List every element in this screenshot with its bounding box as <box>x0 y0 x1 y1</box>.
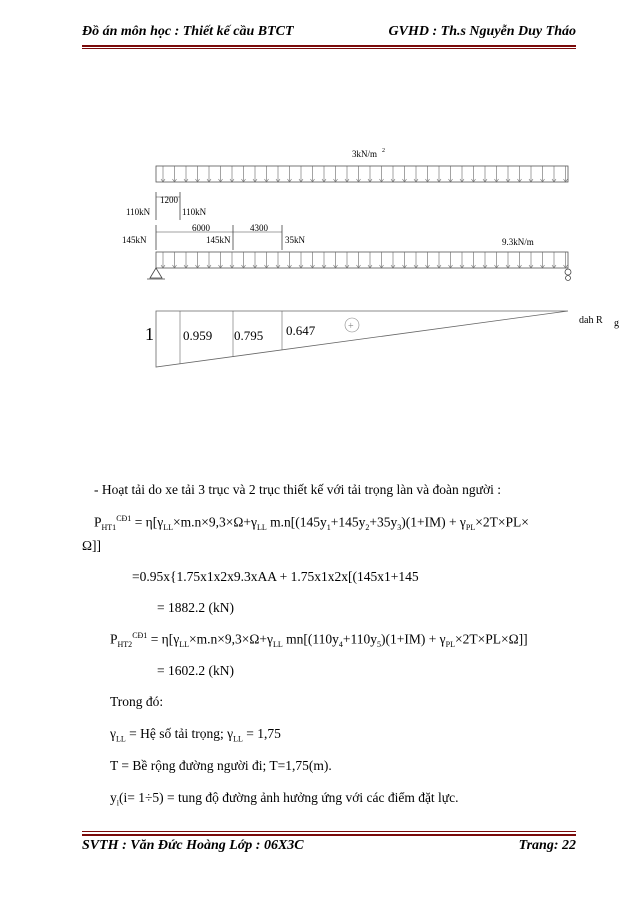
f2-g: ×2T×PL×Ω]] <box>455 631 528 647</box>
t-definition: T = Bề rộng đường người đi; T=1,75(m). <box>110 758 332 773</box>
g1-sub2: LL <box>233 734 243 744</box>
y-b: (i= 1÷5) = tung độ đường ảnh hưởng ứng với các điểm đặt lực. <box>118 790 459 805</box>
calc-line: =0.95x{1.75x1x2x9.3xAA + 1.75x1x2x[(145x1+145 <box>132 569 419 584</box>
dah-label-sub: g <box>614 318 619 329</box>
ordinate-2: 0.959 <box>183 328 213 343</box>
ordinate-4: 0.647 <box>286 323 316 338</box>
f2-ll1: LL <box>179 640 189 650</box>
f2-sup: CĐ1 <box>132 631 148 640</box>
dim-4300-label: 4300 <box>250 223 268 233</box>
pedestrian-load <box>156 148 568 182</box>
g1-a: γ <box>110 726 116 741</box>
lane-load-label: 9.3kN/m <box>502 237 534 247</box>
gamma-definition <box>110 726 281 744</box>
result-1: = 1882.2 (kN) <box>157 600 234 615</box>
f1-ll2: LL <box>256 523 267 533</box>
tandem-axle-1-label: 110kN <box>126 207 151 217</box>
footer-rule <box>82 834 576 836</box>
pin-support <box>147 268 165 279</box>
f1-ll1: LL <box>163 523 173 533</box>
f2-p: P <box>110 631 118 647</box>
f2-y5: 5 <box>376 640 381 650</box>
tandem-axles <box>126 192 207 220</box>
page-footer <box>82 838 576 854</box>
trong-do: Trong đó: <box>110 694 164 709</box>
f1-y1: 1 <box>326 523 331 533</box>
truck-axles <box>122 223 534 250</box>
header-instructor: GVHD : Th.s Nguyễn Duy Tháo <box>388 24 576 39</box>
positive-sign: + <box>348 321 354 332</box>
truck-axle-3-label: 35kN <box>285 235 305 245</box>
f2-e: +110y <box>342 631 377 647</box>
formula-pht1 <box>94 514 529 532</box>
header-course-title: Đồ án môn học : Thiết kế cầu BTCT <box>82 24 294 39</box>
formula-pht1-cont: Ω]] <box>82 538 102 553</box>
f1-pl: PL <box>465 523 476 533</box>
f2-ll2: LL <box>272 640 283 650</box>
y-a: y <box>110 790 117 805</box>
result-2: = 1602.2 (kN) <box>157 663 234 678</box>
ordinate-3: 0.795 <box>234 328 264 343</box>
pedestrian-load-sup: 2 <box>382 148 385 154</box>
footer-rule-thin <box>82 831 576 832</box>
dah-label: dah R <box>579 315 603 326</box>
g1-c: = 1,75 <box>242 726 281 741</box>
dim-6000-label: 6000 <box>192 223 210 233</box>
f1-y2: 2 <box>365 523 370 533</box>
f2-f: )(1+IM) + γ <box>380 631 446 647</box>
y-definition <box>110 790 459 808</box>
y-sub: i <box>116 798 119 808</box>
f2-sub: HT2 <box>117 640 133 650</box>
tandem-axle-2-label: 110kN <box>182 207 207 217</box>
f2-pl: PL <box>445 640 455 650</box>
g1-sub1: LL <box>115 734 126 744</box>
truck-axle-1-label: 145kN <box>122 235 147 245</box>
footer-student: SVTH : Văn Đức Hoàng Lớp : 06X3C <box>82 838 304 853</box>
f1-p: P <box>94 514 102 530</box>
f2-y4: 4 <box>338 640 343 650</box>
roller-support <box>565 269 571 281</box>
lane-load <box>156 252 568 268</box>
dim-1200-label: 1200 <box>160 195 178 205</box>
f1-sub: HT1 <box>101 523 117 533</box>
f2-d: mn[(110y <box>282 631 339 647</box>
f2-b: = η[γ <box>147 631 180 647</box>
truck-axle-2-label: 145kN <box>206 235 231 245</box>
intro-line: - Hoạt tải do xe tải 3 trục và 2 trục thiết kế với tải trọng làn và đoàn người : <box>94 482 501 497</box>
formula-pht2 <box>110 631 528 649</box>
pedestrian-load-label: 3kN/m <box>352 149 378 159</box>
f1-c: ×m.n×9,3×Ω+γ <box>172 514 257 530</box>
f1-g: )(1+IM) + γ <box>401 514 466 530</box>
influence-line <box>145 311 619 367</box>
f1-b: = η[γ <box>131 514 164 530</box>
load-diagram <box>0 0 638 420</box>
f2-c: ×m.n×9,3×Ω+γ <box>188 631 273 647</box>
f1-f: +35y <box>369 514 398 530</box>
g1-b: = Hệ số tải trọng; γ <box>125 726 234 741</box>
footer-page-number: Trang: 22 <box>518 838 576 853</box>
f1-sup: CĐ1 <box>116 514 132 523</box>
f1-d: m.n[(145y <box>266 514 327 530</box>
f1-y3: 3 <box>397 523 402 533</box>
f1-h: ×2T×PL× <box>475 514 529 530</box>
f1-e: +145y <box>330 514 366 530</box>
ordinate-1: 1 <box>145 324 154 344</box>
